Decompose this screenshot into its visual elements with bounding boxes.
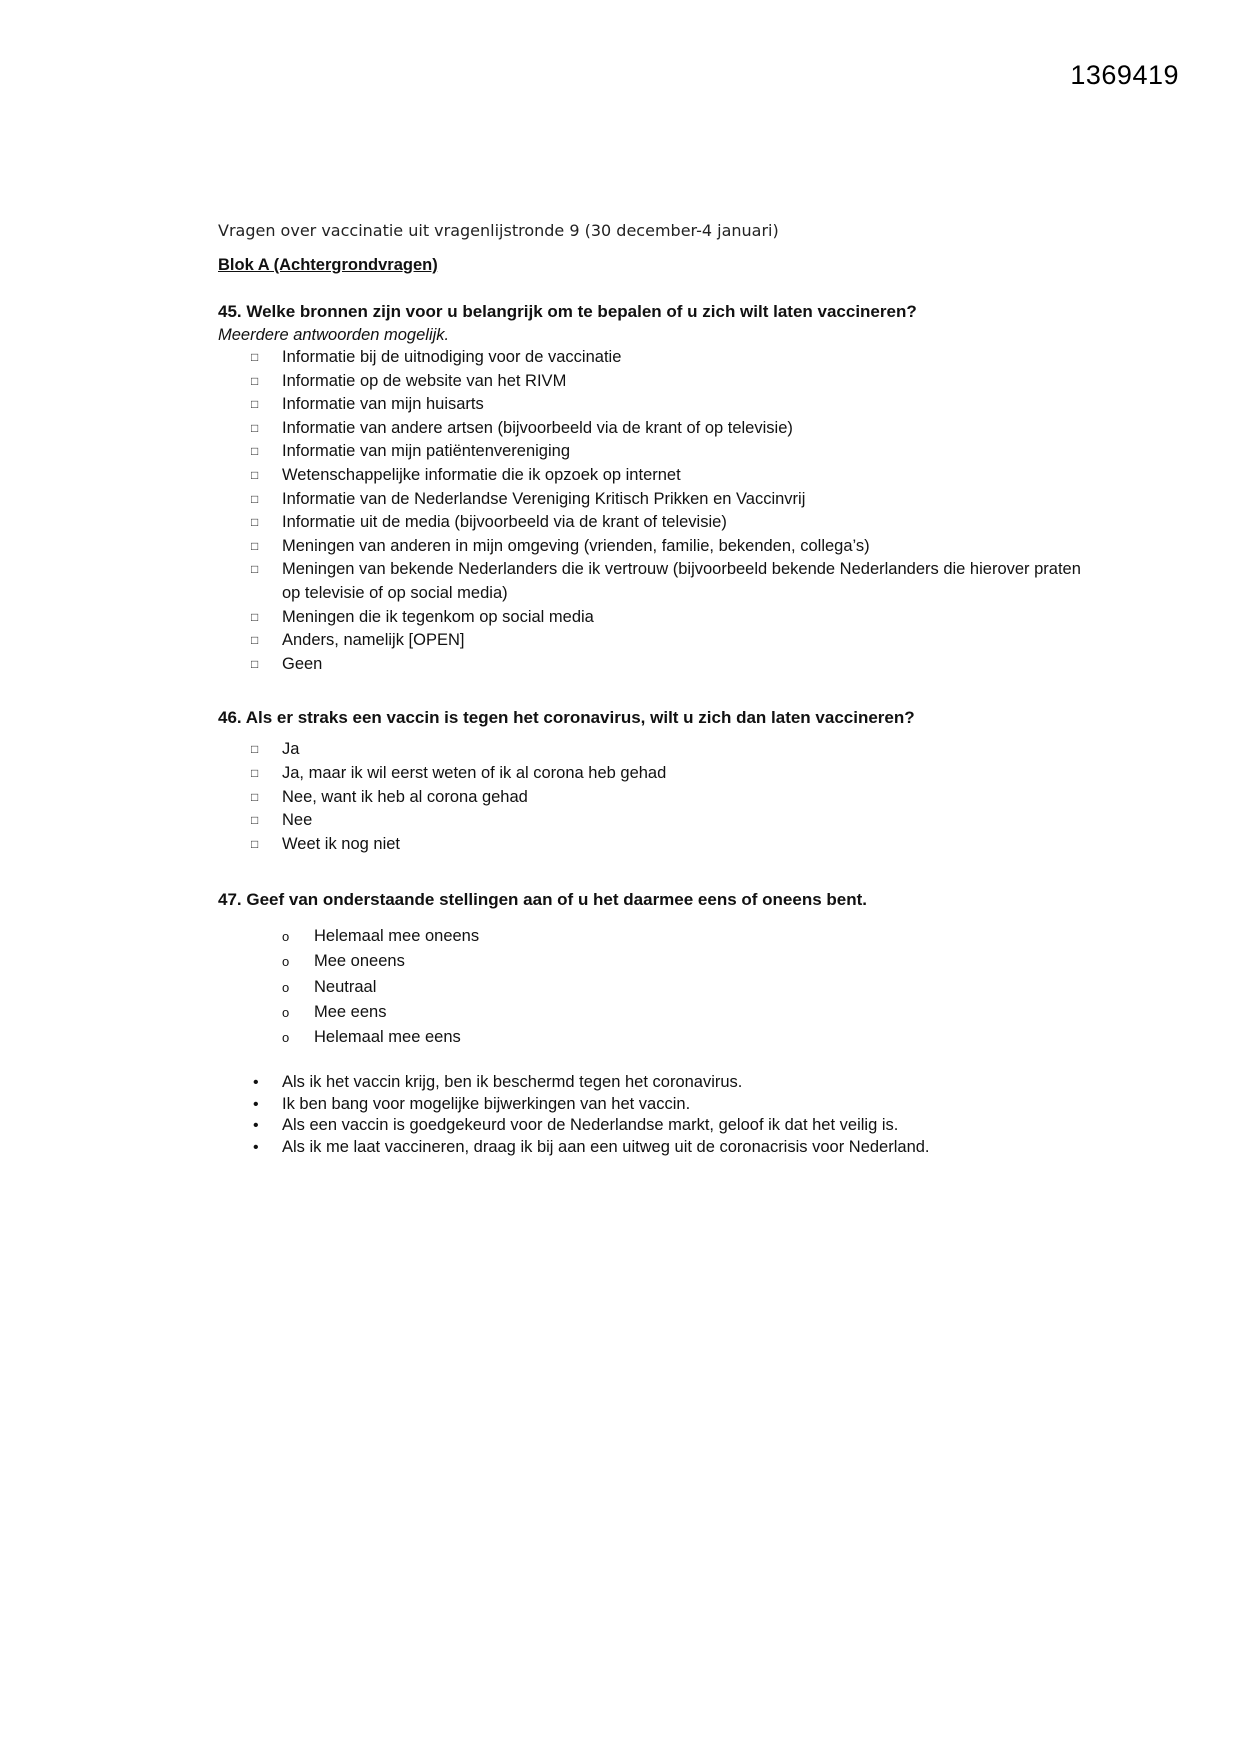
list-item-text: Helemaal mee eens <box>314 1028 461 1047</box>
list-item-text: Anders, namelijk [OPEN] <box>282 631 465 650</box>
question-45-options <box>218 346 1098 676</box>
list-item-text: Als ik me laat vaccineren, draag ik bij aan een uitweg uit de coronacrisis voor Nederland. <box>282 1137 930 1156</box>
list-item <box>218 975 1098 1000</box>
question-47-scale <box>218 924 1098 1050</box>
list-marker: □ <box>251 742 259 757</box>
list-item-text: Meningen van bekende Nederlanders die ik vertrouw (bijvoorbeeld bekende Nederlanders die hierover praten op televisie of op social media) <box>282 560 1081 602</box>
list-item-text: Meningen van anderen in mijn omgeving (vrienden, familie, bekenden, collega’s) <box>282 536 870 555</box>
list-item-text: Als een vaccin is goedgekeurd voor de Nederlandse markt, geloof ik dat het veilig is. <box>282 1116 899 1135</box>
block-title: Blok A (Achtergrondvragen) <box>218 256 438 274</box>
questionnaire <box>218 218 1098 1158</box>
question-46 <box>218 706 1098 856</box>
list-item-text: Ik ben bang voor mogelijke bijwerkingen van het vaccin. <box>282 1094 691 1113</box>
list-item <box>218 1025 1098 1050</box>
question-46-text: 46. Als er straks een vaccin is tegen het coronavirus, wilt u zich dan laten vaccineren? <box>218 708 915 728</box>
list-marker: □ <box>251 656 259 671</box>
list-item-text: Ja <box>282 740 300 759</box>
list-item <box>218 535 1098 559</box>
list-marker: □ <box>251 420 259 435</box>
list-marker: □ <box>251 491 259 506</box>
list-item <box>218 762 1098 786</box>
list-item-text: Informatie op de website van het RIVM <box>282 371 567 390</box>
list-item-text: Informatie uit de media (bijvoorbeeld via de krant of televisie) <box>282 513 727 532</box>
list-item-text: Informatie van mijn patiëntenvereniging <box>282 442 571 461</box>
list-item-text: Informatie bij de uitnodiging voor de vaccinatie <box>282 348 622 366</box>
list-marker: □ <box>251 538 259 553</box>
list-item <box>218 629 1098 653</box>
list-item-text: Informatie van de Nederlandse Vereniging Kritisch Prikken en Vaccinvrij <box>282 489 806 508</box>
list-marker: • <box>253 1138 259 1156</box>
question-47-text: 47. Geef van onderstaande stellingen aan of u het daarmee eens of oneens bent. <box>218 890 868 910</box>
question-47 <box>218 888 1098 1158</box>
list-marker: □ <box>251 444 259 459</box>
list-item-text: Neutraal <box>314 977 377 996</box>
list-item <box>218 1072 1098 1094</box>
list-marker: □ <box>251 813 259 828</box>
list-item <box>218 1000 1098 1025</box>
list-item <box>218 1115 1098 1137</box>
document-id: 1369419 <box>1070 60 1179 90</box>
list-item <box>218 346 1098 370</box>
list-marker: o <box>282 979 290 995</box>
list-item <box>218 417 1098 441</box>
list-item-text: Informatie van andere artsen (bijvoorbeeld via de krant of op televisie) <box>282 418 793 437</box>
list-marker: □ <box>251 350 259 364</box>
list-item-text: Mee eens <box>314 1002 387 1021</box>
list-marker: o <box>282 929 290 945</box>
list-marker: □ <box>251 789 259 804</box>
list-item-text: Wetenschappelijke informatie die ik opzoek op internet <box>282 465 681 484</box>
list-marker: □ <box>251 373 259 388</box>
list-marker: □ <box>251 515 259 530</box>
list-marker: • <box>253 1095 259 1113</box>
list-marker: • <box>253 1117 259 1135</box>
question-45-text: 45. Welke bronnen zijn voor u belangrijk om te bepalen of u zich wilt laten vaccineren? <box>218 302 917 321</box>
list-marker: □ <box>251 633 259 648</box>
list-item <box>218 393 1098 417</box>
list-marker: □ <box>251 609 259 624</box>
list-marker: o <box>282 1004 290 1020</box>
list-item-text: Nee, want ik heb al corona gehad <box>282 787 528 806</box>
list-marker: • <box>253 1074 259 1092</box>
list-item-text: Nee <box>282 811 313 830</box>
list-marker: □ <box>251 765 259 780</box>
list-item <box>218 738 1098 762</box>
list-item <box>218 809 1098 833</box>
question-47-statements <box>218 1072 1098 1158</box>
list-item <box>218 511 1098 535</box>
intro-line: Vragen over vaccinatie uit vragenlijstronde 9 (30 december-4 januari) <box>218 221 779 240</box>
list-item-text: Als ik het vaccin krijg, ben ik beschermd tegen het coronavirus. <box>282 1073 743 1092</box>
list-item <box>218 949 1098 974</box>
list-item-text: Helemaal mee oneens <box>314 927 480 946</box>
question-45 <box>218 300 1098 676</box>
list-marker: o <box>282 1030 290 1046</box>
list-item <box>218 488 1098 512</box>
list-item <box>218 558 1098 605</box>
question-45-hint: Meerdere antwoorden mogelijk. <box>218 326 450 344</box>
list-marker: □ <box>251 397 259 412</box>
list-marker: □ <box>251 562 259 577</box>
list-item <box>218 653 1098 677</box>
list-item-text: Mee oneens <box>314 952 405 971</box>
question-46-options <box>218 738 1098 856</box>
list-marker: o <box>282 954 290 970</box>
list-item <box>218 924 1098 949</box>
list-item <box>218 786 1098 810</box>
list-item-text: Ja, maar ik wil eerst weten of ik al corona heb gehad <box>282 763 667 782</box>
list-item <box>218 464 1098 488</box>
list-marker: □ <box>251 836 259 851</box>
list-item-text: Geen <box>282 654 323 673</box>
list-marker: □ <box>251 467 259 482</box>
list-item-text: Informatie van mijn huisarts <box>282 395 484 414</box>
list-item-text: Weet ik nog niet <box>282 834 401 853</box>
list-item-text: Meningen die ik tegenkom op social media <box>282 607 594 626</box>
list-item <box>218 440 1098 464</box>
list-item <box>218 1137 1098 1159</box>
list-item <box>218 1094 1098 1116</box>
list-item <box>218 370 1098 394</box>
list-item <box>218 606 1098 630</box>
list-item <box>218 833 1098 857</box>
